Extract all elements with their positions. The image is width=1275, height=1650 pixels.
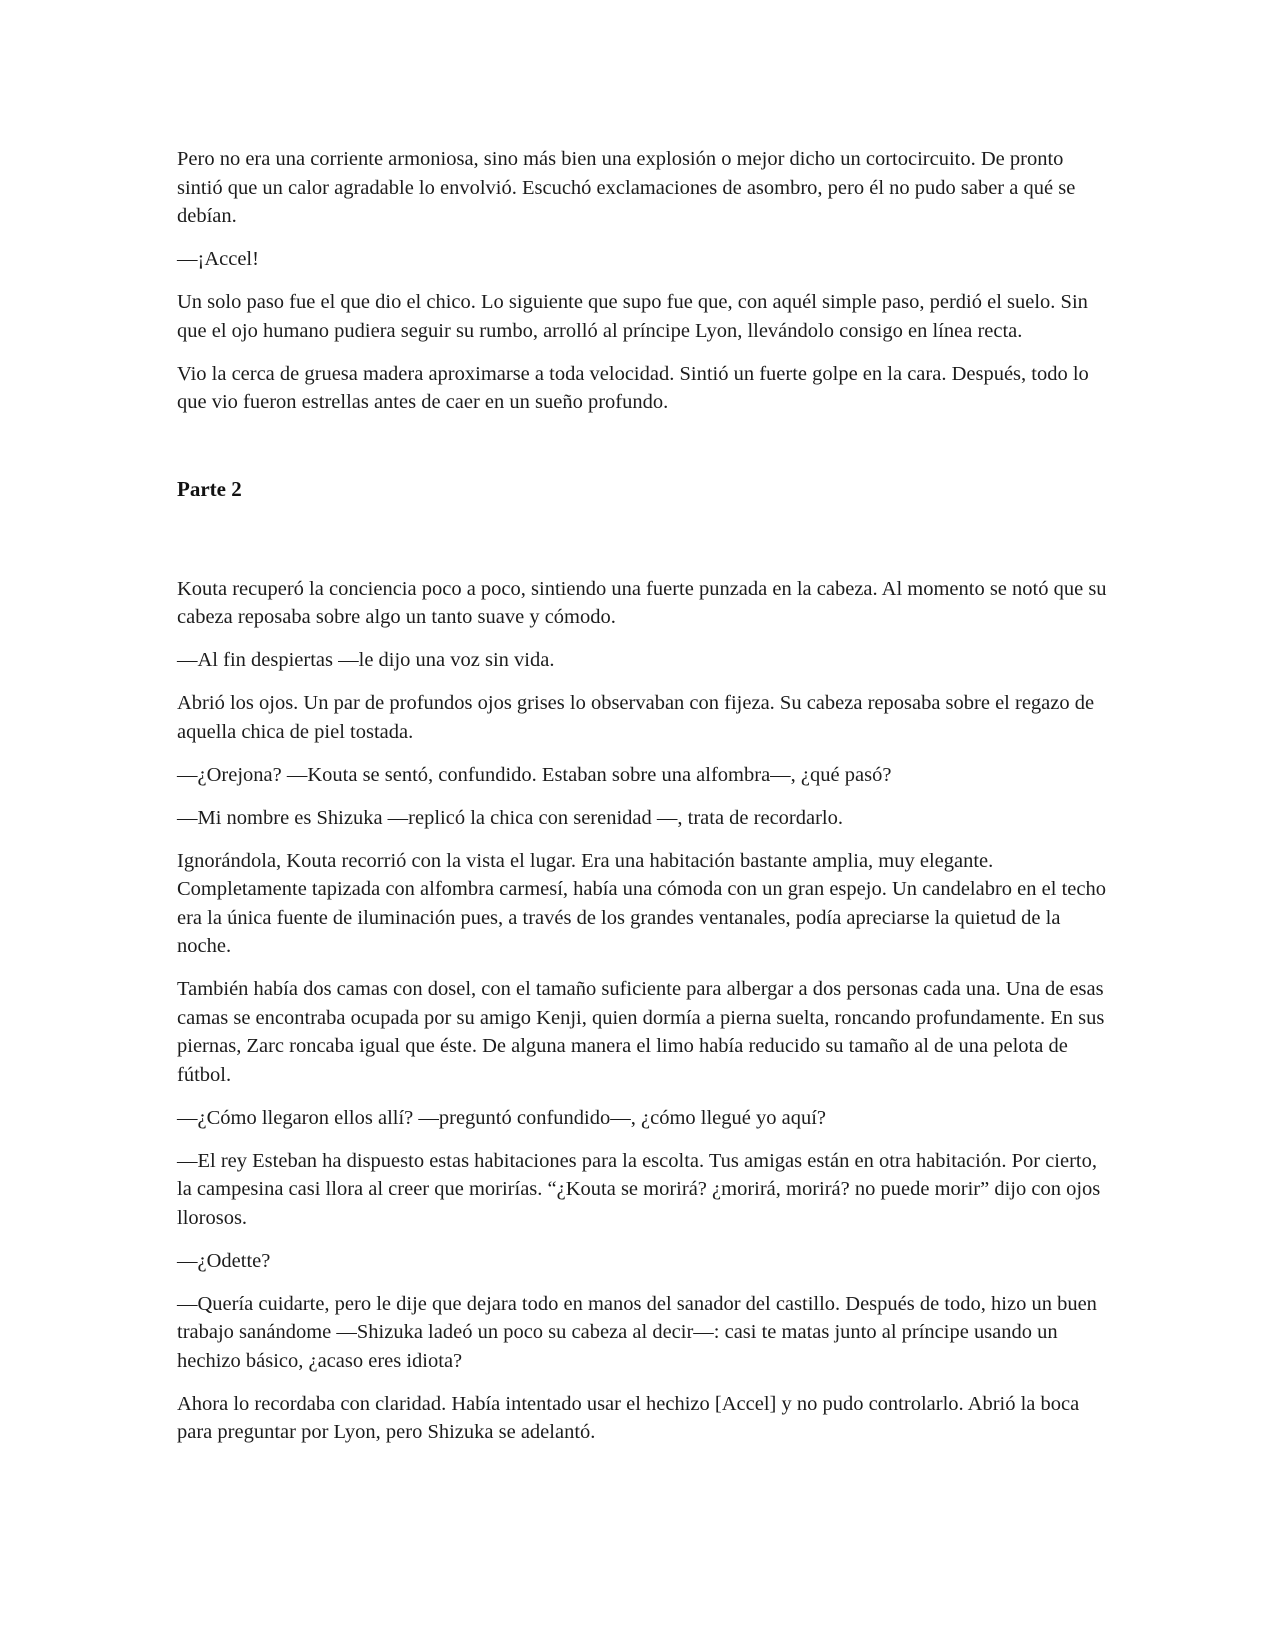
dialogue-line: —Mi nombre es Shizuka —replicó la chica con serenidad —, trata de recordarlo. bbox=[177, 806, 843, 829]
paragraph: Kouta recuperó la conciencia poco a poco, sintiendo una fuerte punzada en la cabeza. Al momento se notó que su cabeza reposaba sobre algo un tanto suave y cómodo. bbox=[177, 577, 1107, 628]
dialogue-line: —Al fin despiertas —le dijo una voz sin vida. bbox=[177, 649, 555, 671]
paragraph: Abrió los ojos. Un par de profundos ojos grises lo observaban con fijeza. Su cabeza reposaba sobre el regazo de aquella chica de piel tostada. bbox=[177, 692, 1095, 743]
paragraph: Pero no era una corriente armoniosa, sino más bien una explosión o mejor dicho un cortocircuito. De pronto sintió que un calor agradable lo envolvió. Escuchó exclamaciones de asombro, pero él no pudo saber a qué se debían. bbox=[177, 148, 1076, 227]
section-heading: Parte 2 bbox=[177, 476, 242, 501]
dialogue-line: —¿Cómo llegaron ellos allí? —preguntó confundido—, ¿cómo llegué yo aquí? bbox=[177, 1106, 827, 1129]
dialogue-line: —Quería cuidarte, pero le dije que dejara todo en manos del sanador del castillo. Después de todo, hizo un buen trabajo sanándome —Shizuka ladeó un poco su cabeza al decir—: casi te matas junto al príncipe usando un hechizo básico, ¿acaso eres idiota? bbox=[177, 1292, 1097, 1372]
dialogue-line: —¿Orejona? —Kouta se sentó, confundido. Estaban sobre una alfombra—, ¿qué pasó? bbox=[177, 763, 892, 786]
paragraph: Un solo paso fue el que dio el chico. Lo siguiente que supo fue que, con aquél simple paso, perdió el suelo. Sin que el ojo humano pudiera seguir su rumbo, arrolló al príncipe Lyon, llevándolo consigo en línea recta. bbox=[177, 291, 1088, 342]
dialogue-line: —¿Odette? bbox=[177, 1249, 271, 1272]
dialogue-line: —¡Accel! bbox=[177, 248, 259, 270]
paragraph: Vio la cerca de gruesa madera aproximarse a toda velocidad. Sintió un fuerte golpe en la cara. Después, todo lo que vio fueron estrellas antes de caer en un sueño profundo. bbox=[177, 362, 1089, 413]
paragraph: Ahora lo recordaba con claridad. Había intentado usar el hechizo [Accel] y no pudo controlarlo. Abrió la boca para preguntar por Lyon, pero Shizuka se adelantó. bbox=[177, 1392, 1080, 1443]
page-body bbox=[177, 145, 1107, 1461]
paragraph: Ignorándola, Kouta recorrió con la vista el lugar. Era una habitación bastante amplia, muy elegante. Completamente tapizada con alfombra carmesí, había una cómoda con un gran espejo. Un candelabro en el techo era la única fuente de iluminación pues, a través de los grandes ventanales, podía apreciarse la quietud de la noche. bbox=[177, 849, 1106, 957]
dialogue-line: —El rey Esteban ha dispuesto estas habitaciones para la escolta. Tus amigas están en otra habitación. Por cierto, la campesina casi llora al creer que morirías. “¿Kouta se morirá? ¿morirá, morirá? no puede morir” dijo con ojos llorosos. bbox=[177, 1149, 1101, 1229]
paragraph: También había dos camas con dosel, con el tamaño suficiente para albergar a dos personas cada una. Una de esas camas se encontraba ocupada por su amigo Kenji, quien dormía a pierna suelta, roncando profundamente. En sus piernas, Zarc roncaba igual que éste. De alguna manera el limo había reducido su tamaño al de una pelota de fútbol. bbox=[177, 978, 1105, 1086]
